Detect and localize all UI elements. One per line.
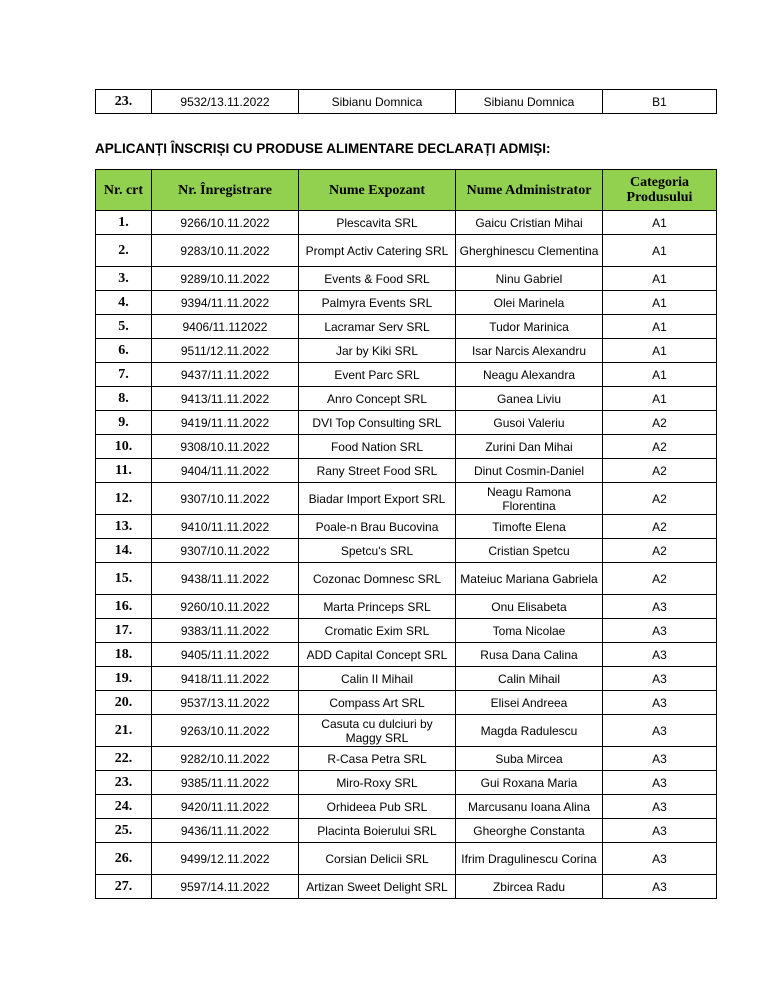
administrator-name: Timofte Elena (456, 515, 603, 539)
table-row (96, 90, 717, 114)
administrator-name: Calin Mihail (456, 667, 603, 691)
exhibitor-name: ADD Capital Concept SRL (299, 643, 456, 667)
product-category: A1 (603, 267, 717, 291)
table-row (96, 539, 717, 563)
header-categoria-produsului: Categoria Produsului (603, 170, 717, 211)
row-number: 2. (96, 235, 152, 267)
registration-number: 9260/10.11.2022 (152, 595, 299, 619)
administrator-name: Suba Mircea (456, 747, 603, 771)
exhibitor-name: Casuta cu dulciuri by Maggy SRL (299, 715, 456, 747)
row-number: 13. (96, 515, 152, 539)
row-number: 11. (96, 459, 152, 483)
exhibitor-name: Artizan Sweet Delight SRL (299, 875, 456, 899)
row-number: 23. (96, 771, 152, 795)
administrator-name: Neagu Ramona Florentina (456, 483, 603, 515)
row-number: 25. (96, 819, 152, 843)
section-title: APLICANȚI ÎNSCRIȘI CU PRODUSE ALIMENTARE DECLARAȚI ADMIȘI: (95, 141, 551, 156)
administrator-name: Gherghinescu Clementina (456, 235, 603, 267)
exhibitor-name: Calin II Mihail (299, 667, 456, 691)
table-row (96, 643, 717, 667)
registration-number: 9511/12.11.2022 (152, 339, 299, 363)
administrator-name: Marcusanu Ioana Alina (456, 795, 603, 819)
registration-number: 9437/11.11.2022 (152, 363, 299, 387)
administrator-name: Dinut Cosmin-Daniel (456, 459, 603, 483)
registration-number: 9263/10.11.2022 (152, 715, 299, 747)
header-nr-inregistrare: Nr. Înregistrare (152, 170, 299, 211)
exhibitor-name: Cozonac Domnesc SRL (299, 563, 456, 595)
administrator-name: Mateiuc Mariana Gabriela (456, 563, 603, 595)
table-row (96, 875, 717, 899)
product-category: A1 (603, 387, 717, 411)
table-row (96, 435, 717, 459)
table-row (96, 843, 717, 875)
table-row (96, 515, 717, 539)
administrator-name: Onu Elisabeta (456, 595, 603, 619)
row-number: 3. (96, 267, 152, 291)
registration-number: 9438/11.11.2022 (152, 563, 299, 595)
row-number: 26. (96, 843, 152, 875)
table-row (96, 267, 717, 291)
registration-number: 9537/13.11.2022 (152, 691, 299, 715)
exhibitor-name: Placinta Boierului SRL (299, 819, 456, 843)
exhibitor-name: Biadar Import Export SRL (299, 483, 456, 515)
row-number: 8. (96, 387, 152, 411)
row-number: 18. (96, 643, 152, 667)
exhibitor-name: Orhideea Pub SRL (299, 795, 456, 819)
administrator-name: Gaicu Cristian Mihai (456, 211, 603, 235)
table-row (96, 563, 717, 595)
product-category: A2 (603, 435, 717, 459)
product-category: A3 (603, 771, 717, 795)
product-category: A2 (603, 539, 717, 563)
administrator-name: Neagu Alexandra (456, 363, 603, 387)
registration-number: 9394/11.11.2022 (152, 291, 299, 315)
row-number: 10. (96, 435, 152, 459)
table-row (96, 339, 717, 363)
table-row (96, 315, 717, 339)
row-number: 1. (96, 211, 152, 235)
registration-number: 9597/14.11.2022 (152, 875, 299, 899)
table-row (96, 387, 717, 411)
admitted-applicants-table (95, 169, 717, 899)
table-row (96, 667, 717, 691)
table-row (96, 595, 717, 619)
administrator-name: Olei Marinela (456, 291, 603, 315)
row-number: 9. (96, 411, 152, 435)
table-row (96, 795, 717, 819)
registration-number: 9385/11.11.2022 (152, 771, 299, 795)
registration-number: 9413/11.11.2022 (152, 387, 299, 411)
registration-number: 9308/10.11.2022 (152, 435, 299, 459)
product-category: A2 (603, 563, 717, 595)
row-number: 21. (96, 715, 152, 747)
product-category: A1 (603, 363, 717, 387)
exhibitor-name: Cromatic Exim SRL (299, 619, 456, 643)
product-category: B1 (603, 90, 717, 114)
exhibitor-name: Marta Princeps SRL (299, 595, 456, 619)
product-category: A3 (603, 667, 717, 691)
product-category: A3 (603, 691, 717, 715)
product-category: A3 (603, 875, 717, 899)
exhibitor-name: Event Parc SRL (299, 363, 456, 387)
table-row (96, 411, 717, 435)
table-row (96, 363, 717, 387)
row-number: 23. (96, 90, 152, 114)
product-category: A3 (603, 715, 717, 747)
exhibitor-name: Miro-Roxy SRL (299, 771, 456, 795)
product-category: A3 (603, 819, 717, 843)
administrator-name: Elisei Andreea (456, 691, 603, 715)
administrator-name: Zbircea Radu (456, 875, 603, 899)
table-row (96, 747, 717, 771)
exhibitor-name: Sibianu Domnica (299, 90, 456, 114)
registration-number: 9282/10.11.2022 (152, 747, 299, 771)
administrator-name: Gui Roxana Maria (456, 771, 603, 795)
exhibitor-name: Poale-n Brau Bucovina (299, 515, 456, 539)
administrator-name: Cristian Spetcu (456, 539, 603, 563)
administrator-name: Isar Narcis Alexandru (456, 339, 603, 363)
exhibitor-name: Corsian Delicii SRL (299, 843, 456, 875)
table-row (96, 819, 717, 843)
table-row (96, 691, 717, 715)
product-category: A3 (603, 619, 717, 643)
table-row (96, 715, 717, 747)
product-category: A2 (603, 411, 717, 435)
row-number: 19. (96, 667, 152, 691)
product-category: A2 (603, 515, 717, 539)
administrator-name: Gheorghe Constanta (456, 819, 603, 843)
exhibitor-name: R-Casa Petra SRL (299, 747, 456, 771)
table-header-row (96, 170, 717, 211)
product-category: A1 (603, 211, 717, 235)
registration-number: 9307/10.11.2022 (152, 539, 299, 563)
registration-number: 9307/10.11.2022 (152, 483, 299, 515)
registration-number: 9405/11.11.2022 (152, 643, 299, 667)
row-number: 4. (96, 291, 152, 315)
table-row (96, 291, 717, 315)
registration-number: 9436/11.11.2022 (152, 819, 299, 843)
product-category: A3 (603, 595, 717, 619)
administrator-name: Ifrim Dragulinescu Corina (456, 843, 603, 875)
row-number: 7. (96, 363, 152, 387)
registration-number: 9410/11.11.2022 (152, 515, 299, 539)
exhibitor-name: Events & Food SRL (299, 267, 456, 291)
product-category: A3 (603, 843, 717, 875)
row-number: 24. (96, 795, 152, 819)
row-number: 16. (96, 595, 152, 619)
previous-list-table (95, 89, 717, 114)
row-number: 5. (96, 315, 152, 339)
exhibitor-name: Compass Art SRL (299, 691, 456, 715)
row-number: 6. (96, 339, 152, 363)
header-nume-expozant: Nume Expozant (299, 170, 456, 211)
registration-number: 9283/10.11.2022 (152, 235, 299, 267)
administrator-name: Rusa Dana Calina (456, 643, 603, 667)
product-category: A1 (603, 291, 717, 315)
registration-number: 9406/11.112022 (152, 315, 299, 339)
product-category: A3 (603, 747, 717, 771)
table-row (96, 459, 717, 483)
registration-number: 9420/11.11.2022 (152, 795, 299, 819)
product-category: A1 (603, 235, 717, 267)
row-number: 22. (96, 747, 152, 771)
row-number: 17. (96, 619, 152, 643)
exhibitor-name: DVI Top Consulting SRL (299, 411, 456, 435)
administrator-name: Toma Nicolae (456, 619, 603, 643)
row-number: 14. (96, 539, 152, 563)
header-nr-crt: Nr. crt (96, 170, 152, 211)
exhibitor-name: Prompt Activ Catering SRL (299, 235, 456, 267)
product-category: A3 (603, 795, 717, 819)
exhibitor-name: Rany Street Food SRL (299, 459, 456, 483)
administrator-name: Zurini Dan Mihai (456, 435, 603, 459)
exhibitor-name: Lacramar Serv SRL (299, 315, 456, 339)
registration-number: 9499/12.11.2022 (152, 843, 299, 875)
registration-number: 9266/10.11.2022 (152, 211, 299, 235)
administrator-name: Magda Radulescu (456, 715, 603, 747)
exhibitor-name: Jar by Kiki SRL (299, 339, 456, 363)
table-row (96, 771, 717, 795)
exhibitor-name: Food Nation SRL (299, 435, 456, 459)
header-nume-administrator: Nume Administrator (456, 170, 603, 211)
exhibitor-name: Plescavita SRL (299, 211, 456, 235)
exhibitor-name: Anro Concept SRL (299, 387, 456, 411)
registration-number: 9289/10.11.2022 (152, 267, 299, 291)
administrator-name: Tudor Marinica (456, 315, 603, 339)
registration-number: 9419/11.11.2022 (152, 411, 299, 435)
row-number: 12. (96, 483, 152, 515)
exhibitor-name: Spetcu's SRL (299, 539, 456, 563)
product-category: A1 (603, 339, 717, 363)
table-row (96, 211, 717, 235)
product-category: A3 (603, 643, 717, 667)
table-row (96, 483, 717, 515)
row-number: 20. (96, 691, 152, 715)
product-category: A2 (603, 459, 717, 483)
administrator-name: Sibianu Domnica (456, 90, 603, 114)
registration-number: 9532/13.11.2022 (152, 90, 299, 114)
table-row (96, 235, 717, 267)
administrator-name: Gusoi Valeriu (456, 411, 603, 435)
registration-number: 9418/11.11.2022 (152, 667, 299, 691)
row-number: 27. (96, 875, 152, 899)
product-category: A2 (603, 483, 717, 515)
administrator-name: Ganea Liviu (456, 387, 603, 411)
product-category: A1 (603, 315, 717, 339)
registration-number: 9383/11.11.2022 (152, 619, 299, 643)
row-number: 15. (96, 563, 152, 595)
registration-number: 9404/11.11.2022 (152, 459, 299, 483)
administrator-name: Ninu Gabriel (456, 267, 603, 291)
table-row (96, 619, 717, 643)
exhibitor-name: Palmyra Events SRL (299, 291, 456, 315)
